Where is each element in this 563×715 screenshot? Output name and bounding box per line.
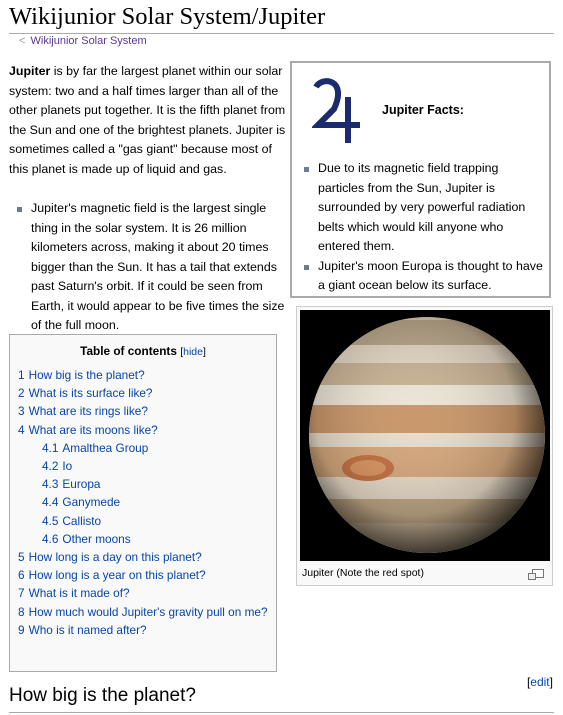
section-divider [9, 712, 554, 713]
section-edit-link[interactable]: edit [530, 675, 550, 689]
breadcrumb-link[interactable]: Wikijunior Solar System [30, 35, 147, 47]
toc-heading: Table of contents [80, 344, 177, 358]
facts-item [296, 257, 544, 296]
toc-link[interactable]: How big is the planet? [28, 368, 145, 382]
intro-text: is by far the largest planet within our solar system: two and a half times larger than all of the other planets put together. It is the fifth planet from the Sun and one of the brightest planets. Jupiter is sometimes called a "gas giant" because most of this planet is made up of liquid and gas. [9, 64, 286, 176]
toc-hide-link[interactable]: hide [183, 346, 203, 358]
facts-item-text: Jupiter's moon Europa is thought to have a giant ocean below its surface. [318, 258, 543, 292]
toc-item-1[interactable] [18, 366, 276, 384]
bullet-icon [304, 167, 309, 172]
toc-title-row [10, 343, 276, 360]
toc-item-5[interactable] [18, 548, 276, 566]
toc-number: 4.6 [42, 531, 59, 546]
toc-link[interactable]: How much would Jupiter's gravity pull on me? [28, 604, 268, 619]
toc-item-3[interactable] [18, 402, 276, 420]
intro-bold-term: Jupiter [9, 64, 51, 78]
breadcrumb[interactable] [19, 34, 147, 48]
section-heading: How big is the planet? [9, 685, 196, 706]
toc-item-2[interactable] [18, 384, 276, 402]
toc-link[interactable]: Io [62, 459, 73, 474]
toc-link[interactable]: What are its moons like? [28, 422, 158, 437]
toc-number: 1 [18, 368, 25, 382]
toc-number: 4.5 [42, 513, 59, 528]
jupiter-symbol-icon [312, 77, 366, 143]
toc-item-4-4[interactable] [18, 493, 276, 511]
toc-number: 4.4 [42, 495, 59, 510]
toc-link[interactable]: Amalthea Group [62, 440, 149, 455]
toc-link[interactable]: Who is it named after? [28, 622, 147, 637]
toc-link[interactable]: Ganymede [62, 495, 121, 510]
toc-link[interactable]: Europa [62, 477, 101, 492]
toc-link[interactable]: What are its rings like? [28, 404, 148, 419]
toc-item-8[interactable] [18, 603, 276, 621]
toc-link[interactable]: What is its surface like? [28, 386, 153, 401]
toc-hide-toggle[interactable]: [hide] [180, 346, 206, 358]
facts-item-text: Due to its magnetic field trapping particles from the Sun, Jupiter is surrounded by very powerful radiation belts which would kill anyone who entered them. [318, 161, 526, 253]
breadcrumb-arrow-icon: < [19, 35, 26, 47]
toc-link[interactable]: Callisto [62, 513, 102, 528]
toc-link[interactable]: How long is a day on this planet? [28, 550, 202, 565]
facts-title: Jupiter Facts: [382, 103, 464, 117]
page-title: Wikijunior Solar System/Jupiter [9, 3, 326, 30]
toc-number: 5 [18, 550, 25, 565]
intro-bullet-item [9, 199, 293, 336]
toc-number: 4.3 [42, 477, 59, 492]
toc-link[interactable]: How long is a year on this planet? [28, 568, 206, 583]
facts-item [296, 159, 544, 257]
toc-number: 9 [18, 622, 25, 637]
facts-list [296, 159, 544, 296]
magnify-clip-icon[interactable] [528, 569, 544, 580]
jupiter-planet-image[interactable] [300, 310, 550, 561]
image-thumbnail [296, 306, 553, 586]
image-caption: Jupiter (Note the red spot) [302, 567, 424, 579]
toc-link[interactable]: What is it made of? [28, 586, 130, 601]
toc-item-4-3[interactable] [18, 475, 276, 493]
toc-list [10, 360, 276, 639]
toc-item-4-5[interactable] [18, 512, 276, 530]
toc-number: 4 [18, 422, 25, 437]
toc-number: 2 [18, 386, 25, 401]
section-edit[interactable]: [edit] [526, 675, 553, 689]
bullet-icon [304, 265, 309, 270]
toc-item-4-1[interactable] [18, 439, 276, 457]
bullet-icon [17, 207, 22, 212]
intro-bullet-list [9, 199, 293, 336]
toc-number: 4.1 [42, 440, 59, 455]
toc-item-4[interactable] [18, 421, 276, 439]
intro-bullet-text: Jupiter's magnetic field is the largest single thing in the solar system. It is 26 million kilometers across, making it about 20 times bigger than the Sun. It has a tail that extends past Saturn's orbit. If it could be seen from Earth, it would appear to be five times the size of the full moon. [31, 201, 285, 332]
toc-number: 8 [18, 604, 25, 619]
toc-item-4-6[interactable] [18, 530, 276, 548]
intro-paragraph [9, 62, 291, 179]
toc-number: 7 [18, 586, 25, 601]
toc-number: 6 [18, 568, 25, 583]
table-of-contents [9, 334, 277, 672]
facts-box [290, 61, 551, 298]
toc-item-6[interactable] [18, 566, 276, 584]
toc-link[interactable]: Other moons [62, 531, 131, 546]
toc-number: 4.2 [42, 459, 59, 474]
toc-number: 3 [18, 404, 25, 419]
toc-item-9[interactable] [18, 621, 276, 639]
toc-item-7[interactable] [18, 584, 276, 602]
toc-item-4-2[interactable] [18, 457, 276, 475]
